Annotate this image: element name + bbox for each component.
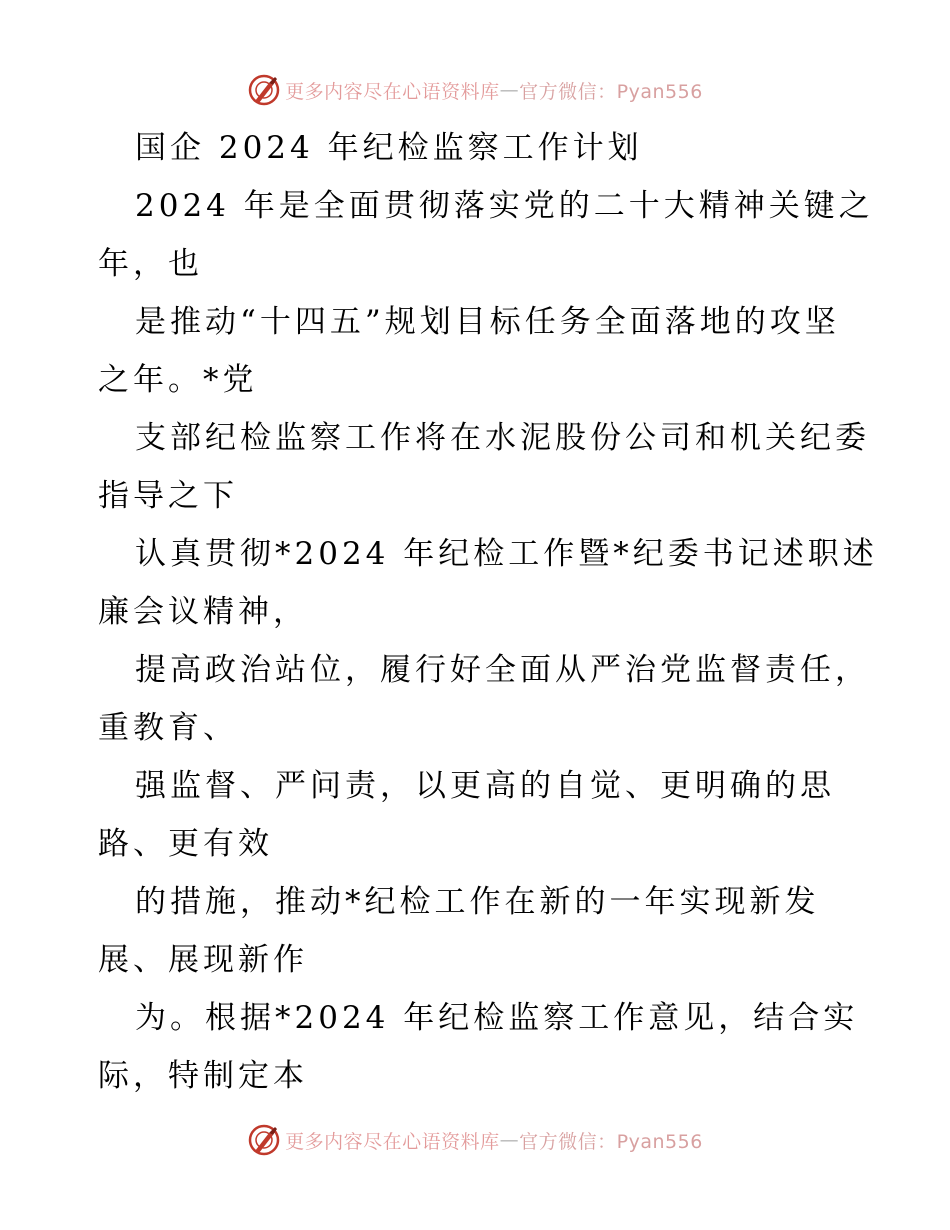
body-line: 支部纪检监察工作将在水泥股份公司和机关纪委 [135,420,870,456]
watermark-separator: — [499,1129,520,1151]
body-line: 认真贯彻*2024 年纪检工作暨*纪委书记述职述 [135,536,878,572]
footer-watermark [0,1120,950,1160]
watermark-contact: 官方微信：Pyan556 [519,1130,703,1153]
body-line: 际，特制定本 [98,1058,308,1094]
body-line: 指导之下 [98,478,238,514]
body-line: 路、更有效 [98,826,273,862]
body-line: 是推动“十四五”规划目标任务全面落地的攻坚 [135,304,840,340]
header-watermark [0,70,950,110]
body-line: 廉会议精神， [98,594,308,630]
body-line: 为。根据*2024 年纪检监察工作意见，结合实 [135,1000,859,1036]
watermark-separator: — [499,79,520,101]
pen-logo-icon [247,1123,281,1157]
body-line: 2024 年是全面贯彻落实党的二十大精神关键之 [135,188,874,224]
watermark-site-name: 更多内容尽在心语资料库 [285,80,500,103]
body-line: 的措施，推动*纪检工作在新的一年实现新发 [135,884,820,920]
watermark-contact: 官方微信：Pyan556 [519,80,703,103]
body-line: 之年。*党 [98,362,258,398]
body-line: 展、展现新作 [98,942,308,978]
pen-logo-icon [247,73,281,107]
body-line: 重教育、 [98,710,238,746]
document-title: 国企 2024 年纪检监察工作计划 [135,130,643,166]
body-line: 提高政治站位，履行好全面从严治党监督责任， [135,652,870,688]
body-line: 强监督、严问责，以更高的自觉、更明确的思 [135,768,835,804]
watermark-site-name: 更多内容尽在心语资料库 [285,1130,500,1153]
body-line: 年，也 [98,246,203,282]
